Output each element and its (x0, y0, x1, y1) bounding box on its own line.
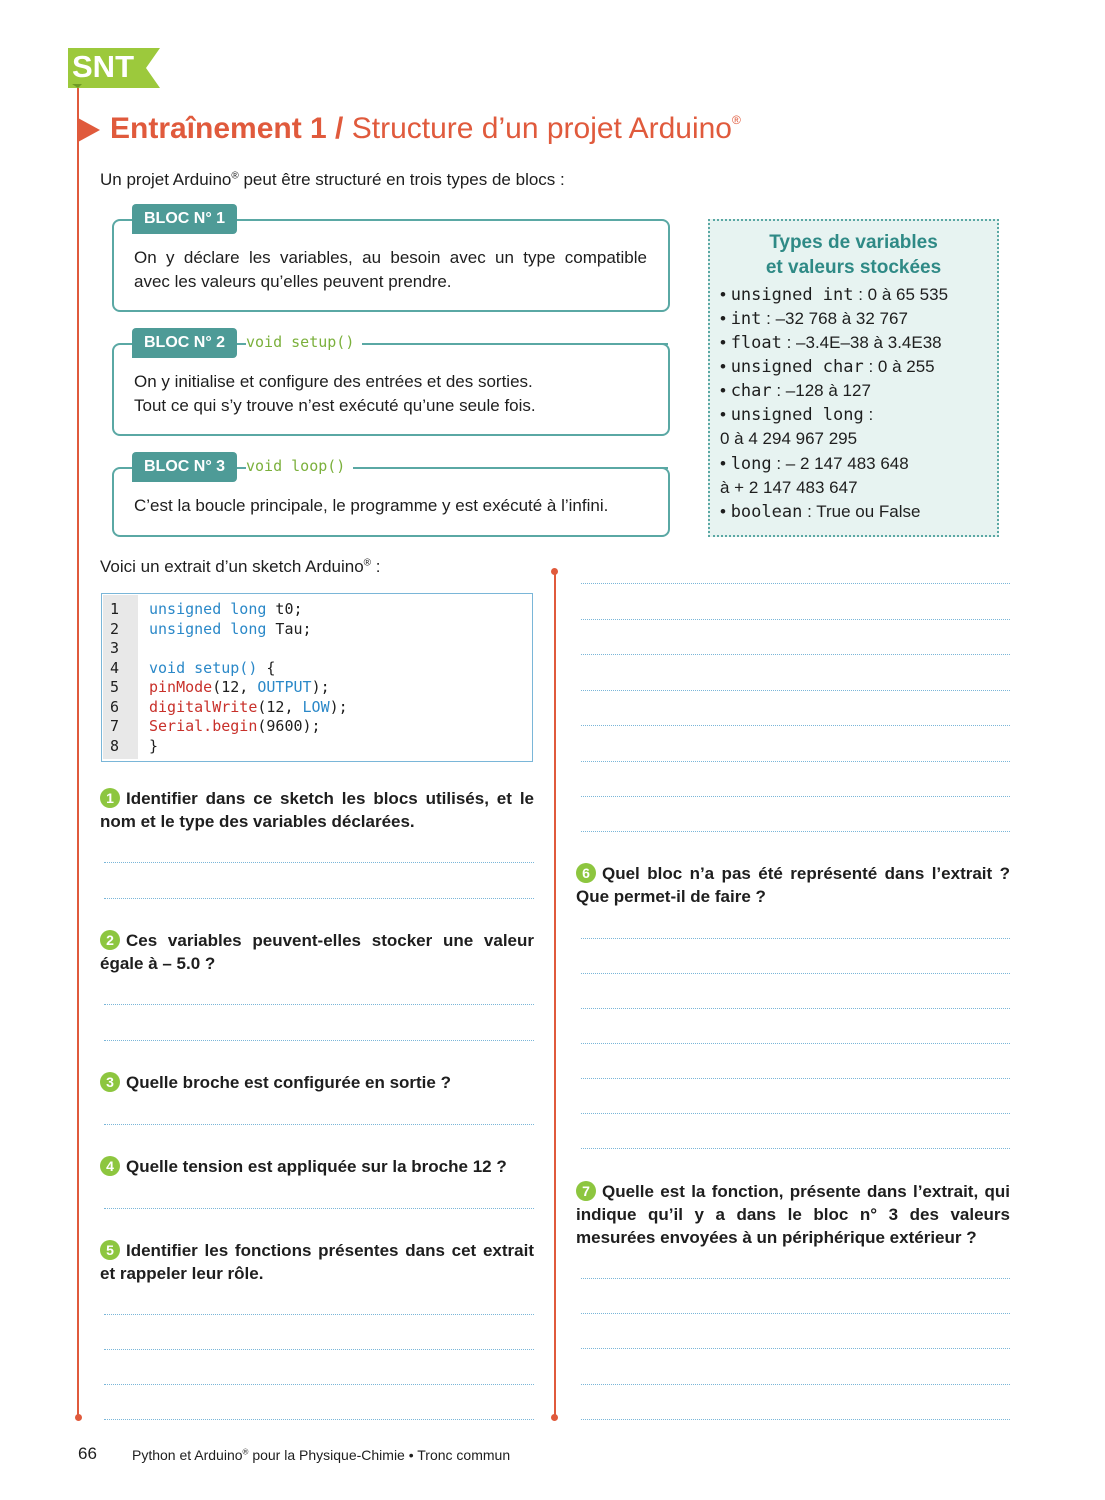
answer-line[interactable] (581, 690, 1010, 691)
answer-line[interactable] (104, 1124, 534, 1125)
type-item: • float : –3.4E–38 à 3.4E38 (720, 333, 942, 353)
type-item: • unsigned char : 0 à 255 (720, 357, 935, 377)
left-margin-dot (75, 1414, 82, 1421)
bloc-2-code: void setup() (246, 333, 362, 351)
left-margin-line (77, 88, 79, 1418)
bloc-3-code: void loop() (246, 457, 353, 475)
answer-line[interactable] (581, 1008, 1010, 1009)
answer-line[interactable] (104, 898, 534, 899)
code-line-8: } (149, 737, 159, 755)
snt-badge: SNT (72, 49, 134, 84)
title-rest: Structure d’un projet Arduino (351, 112, 732, 145)
answer-line[interactable] (581, 725, 1010, 726)
answer-line[interactable] (104, 1419, 534, 1420)
middle-line-dot-bottom (551, 1414, 558, 1421)
answer-line[interactable] (581, 654, 1010, 655)
type-item: • unsigned long : (720, 405, 874, 425)
code-line-6: digitalWrite(12, LOW); (149, 698, 348, 716)
question-7: 7 Quelle est la fonction, présente dans l’extrait, qui indique qu’il y a dans le bloc n° 3 des valeurs mesurées envoyées à un périphérique extérieur ? (576, 1182, 1010, 1247)
question-2: 2 Ces variables peuvent-elles stocker une valeur égale à – 5.0 ? (100, 931, 534, 973)
answer-line[interactable] (581, 619, 1010, 620)
answer-line[interactable] (581, 1313, 1010, 1314)
answer-line[interactable] (581, 796, 1010, 797)
question-1: 1 Identifier dans ce sketch les blocs utilisés, et le nom et le type des variables déclarées. (100, 789, 534, 831)
question-number-badge: 3 (100, 1072, 120, 1092)
answer-line[interactable] (104, 1349, 534, 1350)
page-title (110, 112, 741, 146)
type-item: • long : – 2 147 483 648 (720, 454, 909, 474)
line-number: 2 (110, 620, 120, 638)
bloc-2-label: BLOC N° 2 (132, 328, 237, 358)
code-line-1: unsigned long t0; (149, 600, 303, 618)
answer-line[interactable] (581, 1278, 1010, 1279)
answer-line[interactable] (581, 1043, 1010, 1044)
type-item: • unsigned int : 0 à 65 535 (720, 285, 949, 305)
bloc-3-rule (360, 467, 668, 469)
bloc-1-text: On y déclare les variables, au besoin avec un type compatible avec les valeurs qu’elles peuvent prendre. (134, 248, 647, 291)
answer-line[interactable] (581, 761, 1010, 762)
footer-text: Python et Arduino® pour la Physique-Chimie • Tronc commun (132, 1447, 511, 1463)
line-number: 6 (110, 698, 120, 716)
question-3: 3 Quelle broche est configurée en sortie ? (100, 1071, 534, 1094)
question-6: 6 Quel bloc n’a pas été représenté dans l’extrait ? Que permet-il de faire ? (576, 864, 1010, 906)
type-item: 0 à 4 294 967 295 (720, 429, 858, 448)
answer-line[interactable] (581, 1113, 1010, 1114)
line-number: 1 (110, 600, 120, 618)
bloc-2-rule (372, 343, 668, 345)
title-arrow-icon (78, 118, 100, 142)
answer-line[interactable] (104, 862, 534, 863)
line-number: 7 (110, 717, 120, 735)
answer-line[interactable] (581, 1384, 1010, 1385)
intro-text: Un projet Arduino® peut être structuré en trois types de blocs : (100, 170, 565, 189)
code-line-4: void setup() { (149, 659, 276, 677)
answer-line[interactable] (104, 1040, 534, 1041)
bloc-1-label: BLOC N° 1 (132, 204, 237, 234)
answer-line[interactable] (581, 973, 1010, 974)
answer-line[interactable] (581, 938, 1010, 939)
line-number: 3 (110, 639, 120, 657)
middle-divider-line (554, 572, 556, 1418)
code-line-5: pinMode(12, OUTPUT); (149, 678, 330, 696)
page-number: 66 (78, 1444, 97, 1463)
answer-line[interactable] (581, 1348, 1010, 1349)
type-item: • char : –128 à 127 (720, 381, 871, 401)
answer-line[interactable] (104, 1208, 534, 1209)
answer-line[interactable] (104, 1004, 534, 1005)
question-number-badge: 4 (100, 1156, 120, 1176)
sketch-intro: Voici un extrait d’un sketch Arduino® : (100, 557, 381, 576)
line-number: 8 (110, 737, 120, 755)
code-line-7: Serial.begin(9600); (149, 717, 321, 735)
question-number-badge: 5 (100, 1240, 120, 1260)
answer-line[interactable] (104, 1314, 534, 1315)
title-bold: Entraînement 1 / (110, 112, 344, 145)
variable-types-title: Types de variables et valeurs stockées (765, 232, 942, 278)
answer-line[interactable] (581, 1419, 1010, 1420)
question-number-badge: 6 (576, 863, 596, 883)
type-item: à + 2 147 483 647 (720, 478, 858, 497)
answer-line[interactable] (581, 1078, 1010, 1079)
line-number: 4 (110, 659, 120, 677)
title-registered-mark: ® (731, 113, 741, 127)
answer-line[interactable] (581, 1148, 1010, 1149)
answer-line[interactable] (581, 583, 1010, 584)
type-item: • int : –32 768 à 32 767 (720, 309, 908, 329)
code-line-2: unsigned long Tau; (149, 620, 312, 638)
bloc-3-text: C’est la boucle principale, le programme y est exécuté à l’infini. (134, 496, 609, 515)
question-number-badge: 1 (100, 788, 120, 808)
bloc-2-text: On y initialise et configure des entrées et des sorties. Tout ce qui s’y trouve n’est exécuté qu’une seule fois. (134, 372, 536, 415)
question-4: 4 Quelle tension est appliquée sur la broche 12 ? (100, 1155, 534, 1178)
answer-line[interactable] (581, 831, 1010, 832)
answer-line[interactable] (104, 1384, 534, 1385)
question-5: 5 Identifier les fonctions présentes dans cet extrait et rappeler leur rôle. (100, 1241, 534, 1283)
question-number-badge: 2 (100, 930, 120, 950)
question-number-badge: 7 (576, 1181, 596, 1201)
type-item: • boolean : True ou False (720, 502, 921, 522)
bloc-3-label: BLOC N° 3 (132, 452, 237, 482)
code-gutter (103, 595, 138, 759)
line-number: 5 (110, 678, 120, 696)
